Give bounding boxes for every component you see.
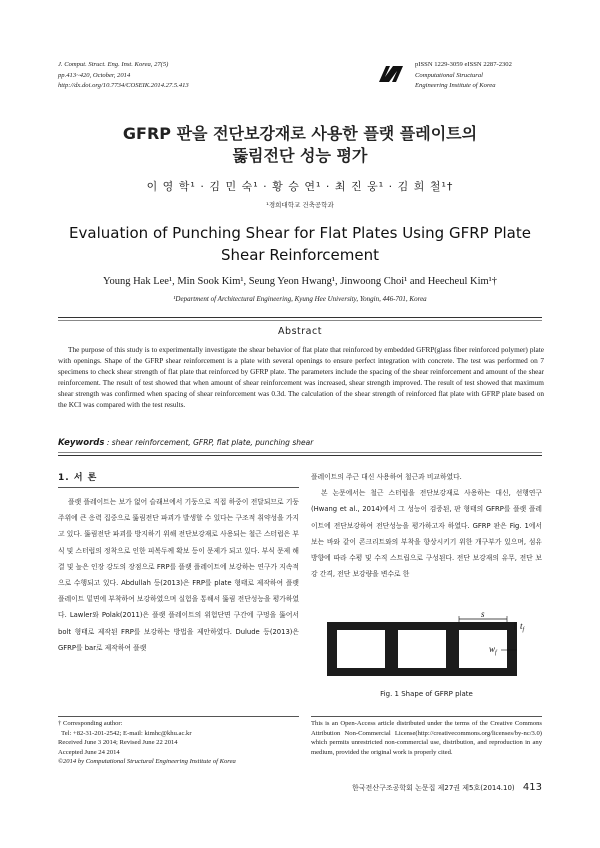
footnote-rule-left (58, 716, 299, 717)
title-english-line: Shear Reinforcement (220, 246, 380, 264)
section-heading: 1. 서 론 (58, 473, 98, 483)
footnote-rule-right (311, 716, 542, 717)
authors-korean: 이 영 학¹ · 김 민 숙¹ · 황 승 연¹ · 최 진 웅¹ · 김 희 철¹† (146, 180, 454, 193)
keywords-label: Keywords (58, 438, 105, 448)
footnote-license: This is an Open-Access article distributed under the terms of the Creative Commons Attribution Non-Commercial License(http://creativecommons.org/licenses/by-nc/3.0) which permits unrestricted non-commercial use, distribution, and reproduction in any medium, provided the original work is properly cited. (311, 720, 542, 756)
plate-opening (337, 630, 385, 668)
journal-citation (58, 60, 189, 92)
keywords-text: : shear reinforcement, GFRP, flat plate, punching shear (106, 438, 314, 447)
society-logo-icon (378, 64, 404, 84)
title-korean (0, 123, 600, 167)
title-english-line: Evaluation of Punching Shear for Flat Plates Using GFRP Plate (69, 224, 531, 242)
journal-line: http://dx.doi.org/10.7734/COSEIK.2014.27.5.413 (58, 82, 189, 89)
footnote-line: Received June 3 2014; Revised June 22 2014 (58, 739, 178, 747)
plate-opening (398, 630, 446, 668)
footer-journal: 한국전산구조공학회 논문집 제27권 제5호(2014.10) (352, 784, 515, 792)
footnote-line: † Corresponding author: (58, 720, 123, 727)
abstract-rule-top-thin (58, 320, 542, 321)
gfrp-plate-figure (325, 610, 533, 678)
title-english (0, 222, 600, 266)
dimension-s-label: s (481, 610, 485, 619)
body-paragraph: 플레이트의 주근 대신 사용하여 철근과 비교하였다. (311, 473, 462, 481)
affiliation-english: ¹Department of Architectural Engineering, Kyung Hee University, Yongin, 446-701, Korea (173, 295, 427, 303)
footnote-line: Tel: +82-31-201-2542; E-mail: kimhc@khu.ac.kr (58, 729, 192, 737)
dimension-tf-label: $t_f$ (520, 621, 525, 633)
abstract-text: The purpose of this study is to experimentally investigate the shear behavior of flat plate that reinforced by embedded GFRP(glass fiber reinforced polymer) plate with openings. Shape of the GFRP shear reinforcement is a plate with several openings to ensure perfect integration with concrete. The test was performed on 7 specimens to check shear strength of flat plate that reinforced by GFRP plate. The parameters include the spacing of the shear reinforcement and amount of the shear reinforcement. The result of test showed that when amount of shear reinforcement was increased, shear strength improved. The result of test showed that maximum shear strength was confirmed when spacing of shear reinforcement was 0.3d. The calculation of the shear strength of reinforced flat plate with GFRP plate based on the KCI was compared with the test results. (58, 345, 544, 409)
society-line: Computational Structural (415, 71, 483, 79)
society-line: Engineering Institute of Korea (415, 82, 496, 89)
keywords (58, 438, 544, 448)
body-paragraph: 본 논문에서는 철근 스터럽을 전단보강재로 사용하는 대신, 선행연구(Hwang et al., 2014)에서 그 성능이 검증된, 판 형태의 GFRP를 플랫 플레이트에 전단보강하여 전단성능을 평가하고자 하였다. GFRP 판은 Fig. 1에서 보는 바와 같이 콘크리트와의 부착을 향상시키기 위한 개구부가 있으며, 섬유 방향에 따라 수평 및 수직 스트립으로 구성된다. 전단 보강재의 유무, 전단 보강 간격, 전단 보강량을 변수로 한 (311, 489, 542, 579)
authors-english: Young Hak Lee¹, Min Sook Kim¹, Seung Yeon Hwang¹, Jinwoong Choi¹ and Heecheul Kim¹† (102, 276, 498, 287)
journal-line: pp.413~420, October, 2014 (58, 71, 131, 79)
footnote-line: ©2014 by Computational Structural Engineering Institute of Korea (58, 758, 236, 766)
abstract-rule-top (58, 317, 542, 318)
abstract-rule-bottom (58, 455, 542, 456)
footnote-line: Accepted June 24 2014 (58, 748, 120, 756)
section-heading-rule (58, 487, 299, 488)
title-korean-line: 뚫림전단 성능 평가 (232, 146, 368, 165)
body-paragraph: 플랫 플레이트는 보가 없어 슬래브에서 기둥으로 직접 하중이 전달되므로 기둥 주위에 큰 응력 집중으로 뚫림전단 파괴가 발생할 수 있다는 구조적 취약성을 가지고 있다. 뚫림전단 파괴를 방지하기 위해 전단보강재로 사용되는 철근 스터럽은 부식 및 스터럽의 정착으로 인한 피복두께 확보 등이 문제가 되고 있다. 부식 문제 해결 및 높은 인장 강도의 장점으로 FRP를 플랫 플레이트에 보강하는 연구가 지속적으로 수행되고 있다. Abdullah 등(2013)은 FRP를 plate 형태로 제작하여 플랫 플레이트 밑면에 부착하여 보강하였으며 실험을 통해서 뚫림 전단성능을 평가하였다. Lawler와 Polak(2011)은 플랫 플레이트의 위험단면 구간에 구멍을 뚫어서 bolt 형태로 제작된 FRP를 보강하는 방법을 제안하였다. Dulude 등(2013)은 GFRP를 bar로 제작하여 플랫 (58, 498, 299, 652)
journal-issn (415, 60, 512, 92)
abstract-heading: Abstract (278, 326, 322, 337)
page-number: 413 (522, 782, 542, 793)
plate-opening (459, 630, 507, 668)
dimension-wf-label: $w_f$ (489, 644, 497, 656)
body-column-right (311, 469, 542, 582)
journal-line: J. Comput. Struct. Eng. Inst. Korea, 27(5) (58, 61, 169, 68)
footnote-correspondence (58, 719, 299, 767)
body-column-left (58, 494, 299, 656)
affiliation-korean: ¹경희대학교 건축공학과 (266, 201, 334, 209)
figure-caption: Fig. 1 Shape of GFRP plate (380, 690, 473, 698)
page-footer (0, 782, 542, 793)
title-korean-line: GFRP 판을 전단보강재로 사용한 플랫 플레이트의 (122, 124, 478, 143)
issn-line: pISSN 1229-3059 eISSN 2287-2302 (415, 61, 512, 68)
abstract-rule-bottom-thin (58, 452, 542, 453)
